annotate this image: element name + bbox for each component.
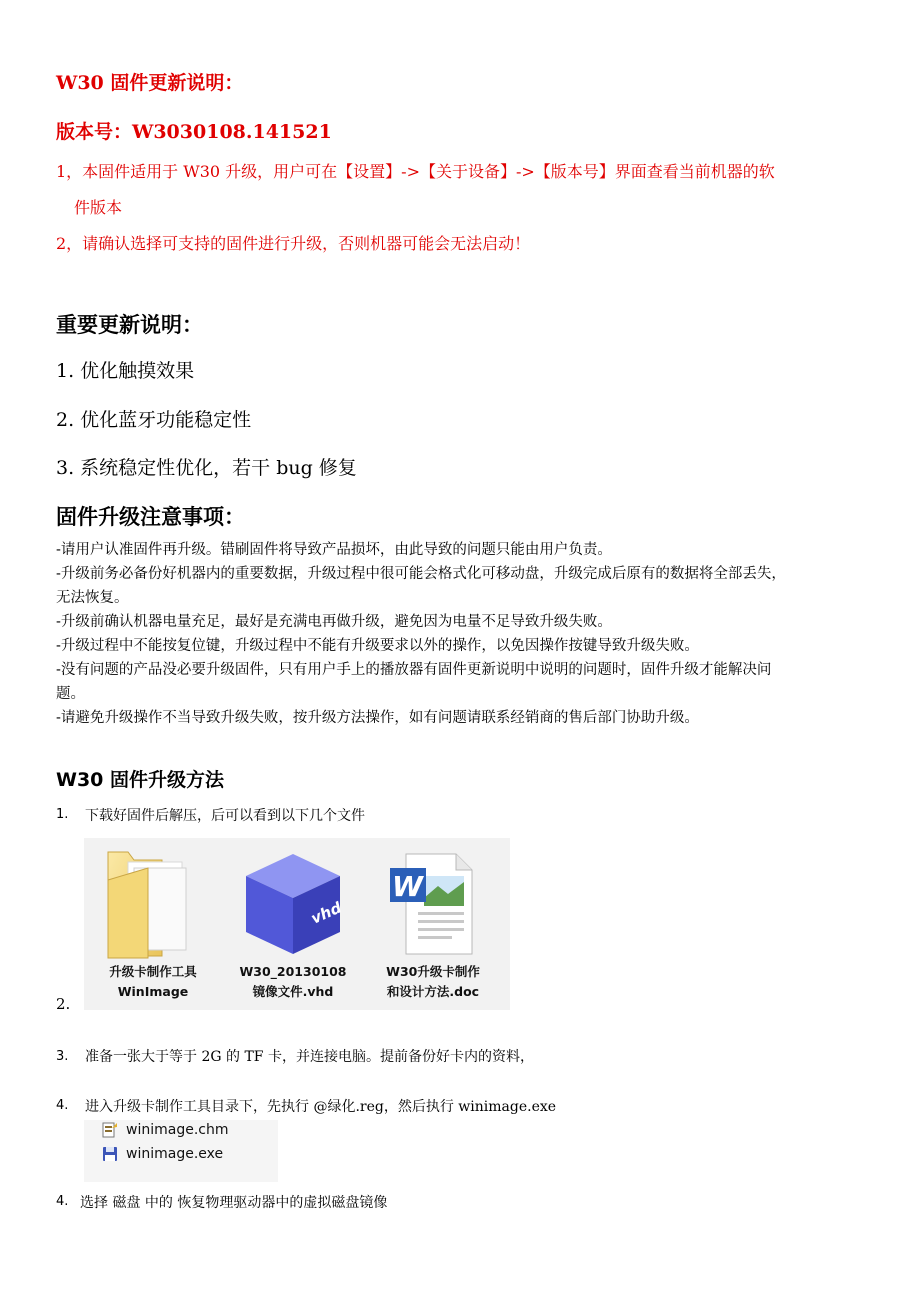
notes-line-2: -升级前务必备份好机器内的重要数据，升级过程中很可能会格式化可移动盘，升级完成后原有的数据将全部丢失， [56,566,786,582]
file-row-exe [102,1144,223,1164]
file-3-name-line1: W30升级卡制作 [386,964,480,979]
step-4-text: 进入升级卡制作工具目录下，先执行 @绿化.reg，然后执行 winimage.exe [85,1099,557,1115]
notes-heading: 固件升级注意事项： [56,505,245,529]
step-3-number: 3. [56,1049,69,1064]
step-5-number: 4. [56,1194,69,1209]
step-5-text: 选择 磁盘 中的 恢复物理驱动器中的虚拟磁盘镜像 [80,1195,388,1211]
word-doc-icon [368,846,498,962]
red-note-1-cont: 件版本 [74,198,123,217]
vhd-icon [228,846,358,962]
step-1-text: 下载好固件后解压，后可以看到以下几个文件 [85,808,365,824]
chm-file-icon [102,1122,118,1138]
step-4-number: 4. [56,1098,69,1113]
step-2-number: 2. [56,995,71,1013]
method-heading: W30 固件升级方法 [56,769,225,791]
important-item-1: 1. 优化触摸效果 [56,360,195,382]
notes-line-6: -没有问题的产品没必要升级固件，只有用户手上的播放器有固件更新说明中说明的问题时，固件升级才能解决问 [56,662,772,678]
svg-text:vhd: vhd [308,898,345,928]
file-1-name-line1: 升级卡制作工具 [109,964,197,979]
file-name-chm: winimage.chm [126,1122,229,1138]
step-1-number: 1. [56,807,69,822]
important-item-3: 3. 系统稳定性优化，若干 bug 修复 [56,457,357,479]
red-note-2: 2，请确认选择可支持的固件进行升级，否则机器可能会无法启动！ [56,234,531,253]
file-doc [368,846,498,1002]
file-1-name-line2: WinImage [117,984,189,999]
version-line: 版本号：W3030108.141521 [56,121,332,143]
file-vhd-image [228,846,358,1002]
file-name-exe: winimage.exe [126,1146,224,1162]
file-2-name-line1: W30_20130108 [239,964,347,979]
notes-line-4: -升级前确认机器电量充足，最好是充满电再做升级，避免因为电量不足导致升级失败。 [56,614,612,630]
notes-line-3: 无法恢复。 [56,590,129,606]
folder-icon [88,846,218,962]
file-3-name-line2: 和设计方法.doc [386,984,480,999]
important-item-2: 2. 优化蓝牙功能稳定性 [56,409,252,431]
file-row-chm [102,1120,228,1140]
svg-text:W: W [392,870,423,903]
floppy-disk-icon [102,1146,118,1162]
notes-line-8: -请避免升级操作不当导致升级失败，按升级方法操作，如有问题请联系经销商的售后部门协助升级。 [56,710,699,726]
file-2-name-line2: 镜像文件.vhd [252,984,334,999]
notes-line-7: 题。 [56,686,85,702]
exe-files-screenshot [84,1120,278,1182]
red-note-1: 1，本固件适用于 W30 升级，用户可在【设置】->【关于设备】->【版本号】界面查看当前机器的软 [56,162,775,181]
notes-line-1: -请用户认准固件再升级。错刷固件将导致产品损坏，由此导致的问题只能由用户负责。 [56,542,612,558]
important-heading: 重要更新说明： [56,313,203,337]
files-screenshot [84,838,510,1010]
step-3-text: 准备一张大于等于 2G 的 TF 卡，并连接电脑。提前备份好卡内的资料， [85,1049,534,1065]
doc-title: W30 固件更新说明： [56,72,244,94]
notes-line-5: -升级过程中不能按复位键，升级过程中不能有升级要求以外的操作，以免因操作按键导致升级失败。 [56,638,699,654]
file-winimage-folder [88,846,218,1002]
